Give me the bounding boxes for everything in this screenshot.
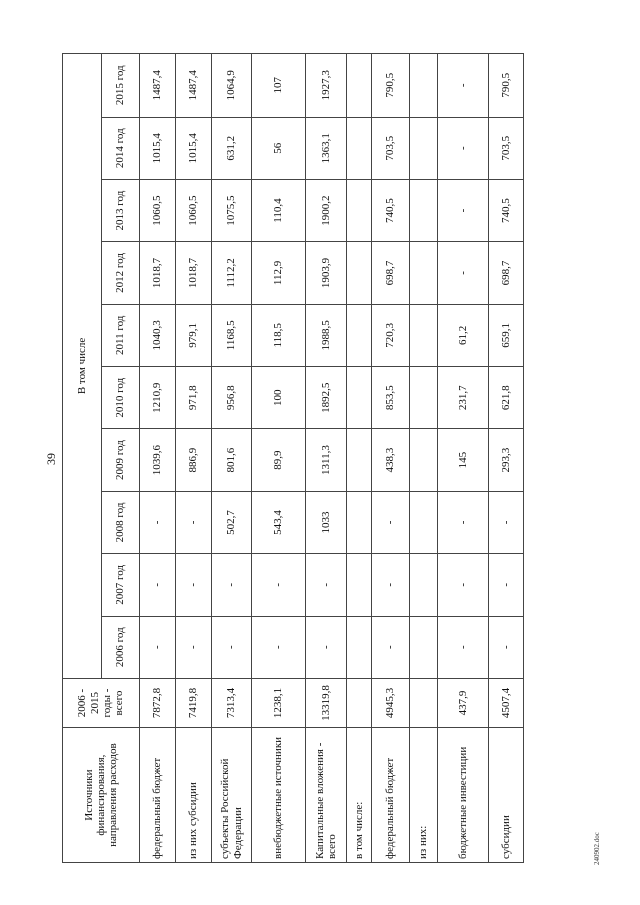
table-row: [140, 54, 176, 863]
year-value-cell: 1039,6: [140, 429, 176, 491]
year-value-cell: 1892,5: [306, 367, 347, 429]
year-value-cell: -: [438, 554, 489, 616]
year-value-cell: 1060,5: [176, 179, 212, 241]
year-value-cell: 1168,5: [212, 304, 252, 366]
row-total: 7419,8: [176, 678, 212, 727]
year-value-cell: 145: [438, 429, 489, 491]
year-value-cell: 790,5: [372, 54, 410, 118]
row-label: федеральный бюджет: [372, 728, 410, 863]
year-value-cell: 502,7: [212, 491, 252, 553]
year-value-cell: 1210,9: [140, 367, 176, 429]
year-value-cell: [347, 491, 372, 553]
year-value-cell: 720,3: [372, 304, 410, 366]
header-year: 2013 год: [101, 179, 140, 241]
year-value-cell: 1903,9: [306, 242, 347, 304]
year-value-cell: 118,5: [252, 304, 306, 366]
year-value-cell: -: [176, 616, 212, 678]
row-total: 7313,4: [212, 678, 252, 727]
year-value-cell: 740,5: [489, 179, 524, 241]
year-value-cell: 1015,4: [140, 117, 176, 179]
year-value-cell: -: [372, 616, 410, 678]
year-value-cell: [347, 242, 372, 304]
year-value-cell: 659,1: [489, 304, 524, 366]
year-value-cell: [410, 179, 438, 241]
row-total: 437,9: [438, 678, 489, 727]
year-value-cell: -: [438, 179, 489, 241]
year-value-cell: [347, 304, 372, 366]
year-value-cell: 853,5: [372, 367, 410, 429]
row-total: 13319,8: [306, 678, 347, 727]
year-value-cell: 1018,7: [176, 242, 212, 304]
year-value-cell: 740,5: [372, 179, 410, 241]
table-row: [438, 54, 489, 863]
year-value-cell: 698,7: [372, 242, 410, 304]
header-year: 2009 год: [101, 429, 140, 491]
year-value-cell: 1033: [306, 491, 347, 553]
year-value-cell: 112,9: [252, 242, 306, 304]
year-value-cell: 790,5: [489, 54, 524, 118]
row-total: 4945,3: [372, 678, 410, 727]
row-label: субсидии: [489, 728, 524, 863]
year-value-cell: [410, 304, 438, 366]
header-year: 2014 год: [101, 117, 140, 179]
year-value-cell: [347, 367, 372, 429]
header-year: 2008 год: [101, 491, 140, 553]
table-body: [140, 54, 524, 863]
row-total: 4507,4: [489, 678, 524, 727]
year-value-cell: 1112,2: [212, 242, 252, 304]
table-row: [347, 54, 372, 863]
year-value-cell: -: [140, 491, 176, 553]
year-value-cell: 1040,3: [140, 304, 176, 366]
year-value-cell: 61,2: [438, 304, 489, 366]
table-row: [372, 54, 410, 863]
year-value-cell: 1487,4: [176, 54, 212, 118]
year-value-cell: -: [372, 554, 410, 616]
year-value-cell: [410, 54, 438, 118]
header-year: 2012 год: [101, 242, 140, 304]
table-row: [306, 54, 347, 863]
year-value-cell: 231,7: [438, 367, 489, 429]
year-value-cell: -: [176, 554, 212, 616]
year-value-cell: 107: [252, 54, 306, 118]
footer-filename: 240902.doc: [593, 832, 601, 865]
year-value-cell: -: [306, 554, 347, 616]
row-label: субъекты Российской Федерации: [212, 728, 252, 863]
year-value-cell: 543,4: [252, 491, 306, 553]
year-value-cell: 698,7: [489, 242, 524, 304]
header-year: 2010 год: [101, 367, 140, 429]
year-value-cell: [410, 429, 438, 491]
year-value-cell: -: [489, 491, 524, 553]
year-value-cell: 1060,5: [140, 179, 176, 241]
row-label: внебюджетные источники: [252, 728, 306, 863]
year-value-cell: [410, 616, 438, 678]
year-value-cell: -: [212, 616, 252, 678]
row-label: из них:: [410, 728, 438, 863]
year-value-cell: 89,9: [252, 429, 306, 491]
table-row: [410, 54, 438, 863]
year-value-cell: [347, 554, 372, 616]
year-value-cell: [347, 616, 372, 678]
year-value-cell: 886,9: [176, 429, 212, 491]
row-total: 1238,1: [252, 678, 306, 727]
year-value-cell: [347, 54, 372, 118]
header-including: В том числе: [63, 54, 102, 679]
row-total: [347, 678, 372, 727]
table-row: [489, 54, 524, 863]
year-value-cell: -: [438, 491, 489, 553]
year-value-cell: 801,6: [212, 429, 252, 491]
header-source: Источники финансирования, направления расходов: [63, 728, 140, 863]
year-value-cell: -: [176, 491, 212, 553]
table-row: [212, 54, 252, 863]
year-value-cell: -: [306, 616, 347, 678]
year-value-cell: [347, 179, 372, 241]
year-value-cell: 110,4: [252, 179, 306, 241]
year-value-cell: 1311,3: [306, 429, 347, 491]
year-value-cell: 1018,7: [140, 242, 176, 304]
row-total: 7872,8: [140, 678, 176, 727]
header-year: 2006 год: [101, 616, 140, 678]
year-value-cell: 1988,5: [306, 304, 347, 366]
year-value-cell: [410, 117, 438, 179]
year-value-cell: 1487,4: [140, 54, 176, 118]
row-label: в том числе:: [347, 728, 372, 863]
financing-table: [62, 53, 524, 863]
year-value-cell: 293,3: [489, 429, 524, 491]
year-value-cell: -: [372, 491, 410, 553]
year-value-cell: 1015,4: [176, 117, 212, 179]
year-value-cell: -: [489, 554, 524, 616]
year-value-cell: -: [438, 54, 489, 118]
year-value-cell: 631,2: [212, 117, 252, 179]
year-value-cell: -: [252, 554, 306, 616]
table-row: [252, 54, 306, 863]
year-value-cell: 621,8: [489, 367, 524, 429]
header-year: 2015 год: [101, 54, 140, 118]
year-value-cell: 703,5: [372, 117, 410, 179]
year-value-cell: 1075,5: [212, 179, 252, 241]
year-value-cell: -: [438, 242, 489, 304]
header-year: 2007 год: [101, 554, 140, 616]
year-value-cell: 100: [252, 367, 306, 429]
header-total: 2006 - 2015 годы - всего: [63, 678, 140, 727]
year-value-cell: 1927,3: [306, 54, 347, 118]
year-value-cell: [347, 117, 372, 179]
year-value-cell: 1064,9: [212, 54, 252, 118]
year-value-cell: -: [252, 616, 306, 678]
header-year: 2011 год: [101, 304, 140, 366]
row-label: из них субсидии: [176, 728, 212, 863]
year-value-cell: 1900,2: [306, 179, 347, 241]
year-value-cell: -: [140, 554, 176, 616]
year-value-cell: -: [212, 554, 252, 616]
year-value-cell: [347, 429, 372, 491]
row-total: [410, 678, 438, 727]
year-value-cell: [410, 367, 438, 429]
table-row: [176, 54, 212, 863]
row-label: федеральный бюджет: [140, 728, 176, 863]
year-value-cell: [410, 242, 438, 304]
year-value-cell: 1363,1: [306, 117, 347, 179]
page-number: 39: [44, 453, 58, 465]
year-value-cell: 438,3: [372, 429, 410, 491]
year-value-cell: 56: [252, 117, 306, 179]
year-value-cell: [410, 491, 438, 553]
year-value-cell: -: [438, 117, 489, 179]
year-value-cell: 703,5: [489, 117, 524, 179]
row-label: Капитальные вложения - всего: [306, 728, 347, 863]
year-value-cell: [410, 554, 438, 616]
year-value-cell: 971,8: [176, 367, 212, 429]
row-label: бюджетные инвестиции: [438, 728, 489, 863]
year-value-cell: -: [489, 616, 524, 678]
year-value-cell: -: [140, 616, 176, 678]
year-value-cell: 956,8: [212, 367, 252, 429]
year-value-cell: 979,1: [176, 304, 212, 366]
year-value-cell: -: [438, 616, 489, 678]
